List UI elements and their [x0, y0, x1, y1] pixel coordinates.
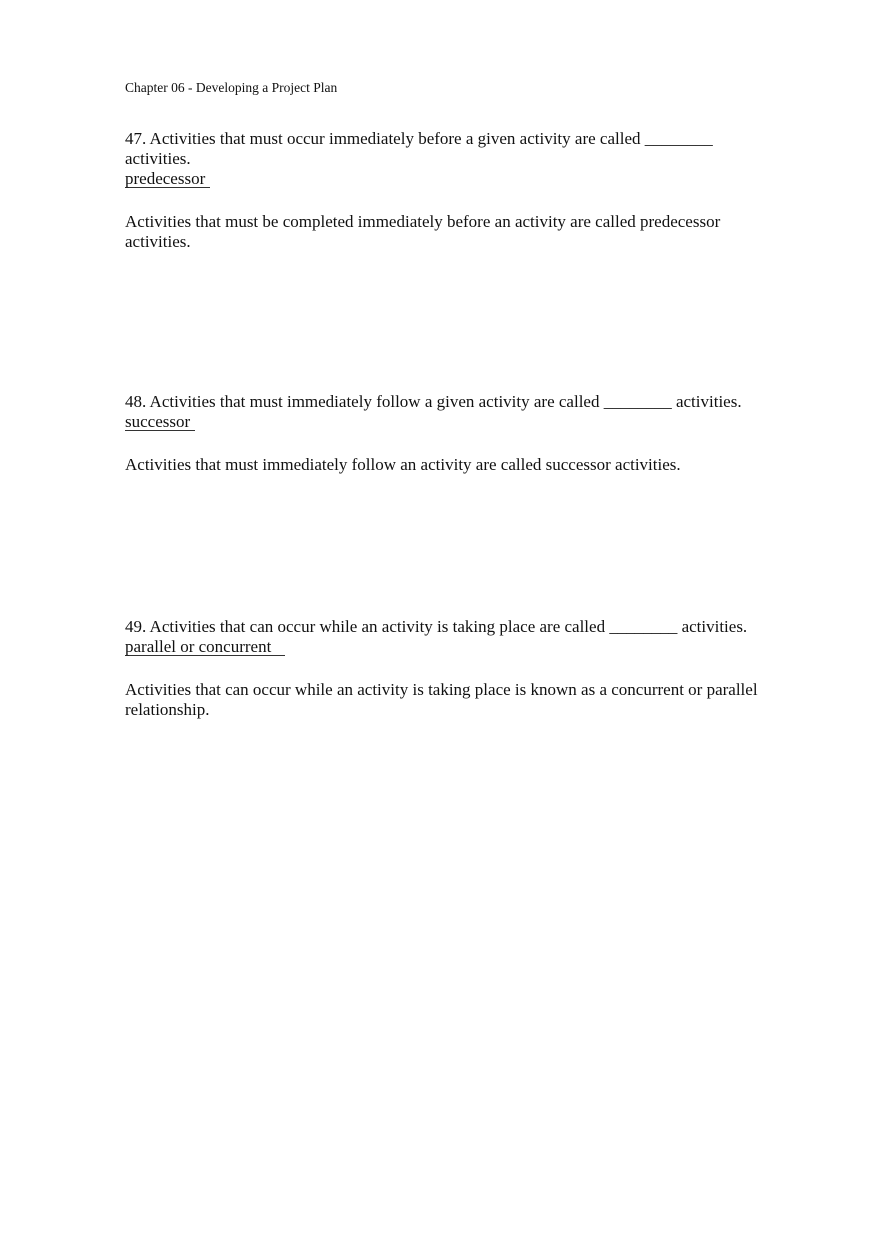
answer: predecessor [125, 170, 210, 188]
question-text: 49. Activities that can occur while an activity is taking place are called ________ activities. [125, 617, 748, 636]
chapter-header: Chapter 06 - Developing a Project Plan [125, 80, 338, 95]
explanation: Activities that can occur while an activity is taking place is known as a concurrent or parallel relationship. [125, 680, 758, 719]
question-text: 47. Activities that must occur immediately before a given activity are called ________ activities. [125, 129, 713, 168]
question-47 [125, 129, 730, 252]
explanation: Activities that must immediately follow an activity are called successor activities. [125, 455, 681, 474]
question-49 [125, 617, 785, 720]
explanation: Activities that must be completed immediately before an activity are called predecessor activities. [125, 212, 721, 251]
question-text: 48. Activities that must immediately follow a given activity are called ________ activities. [125, 392, 742, 411]
answer: successor [125, 413, 195, 431]
question-48 [125, 392, 785, 475]
answer: parallel or concurrent [125, 638, 285, 656]
